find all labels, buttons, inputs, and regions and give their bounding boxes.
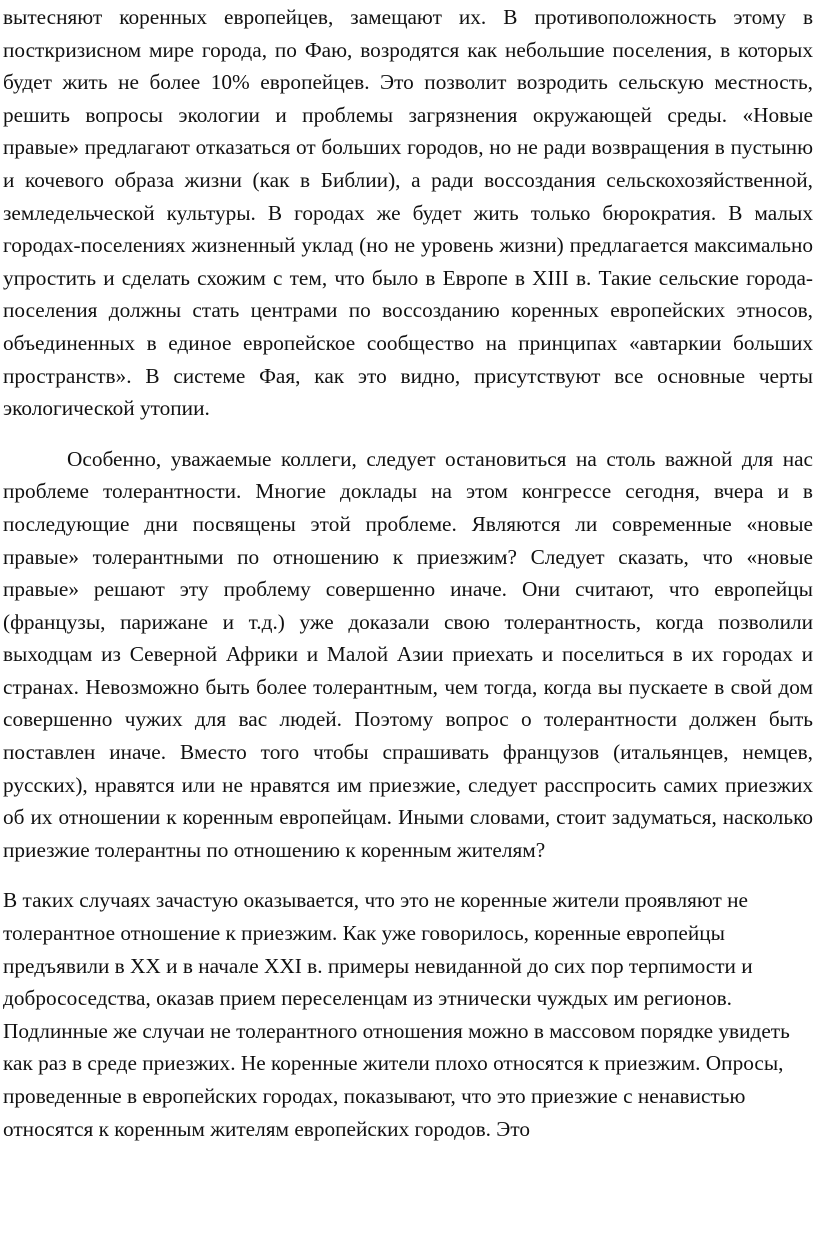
- paragraph-2: Особенно, уважаемые коллеги, следует остановиться на столь важной для нас проблеме толерантности. Многие доклады на этом конгрессе сегодня, вчера и в последующие дни посвящены этой проблеме. Являются ли современные «новые правые» толерантными по отношению к приезжим? Следует сказать, что «новые правые» решают эту проблему совершенно иначе. Они считают, что европейцы (французы, парижане и т.д.) уже доказали свою толерантность, когда позволили выходцам из Северной Африки и Малой Азии приехать и поселиться в их городах и странах. Невозможно быть более толерантным, чем тогда, когда вы пускаете в свой дом совершенно чужих для вас людей. Поэтому вопрос о толерантности должен быть поставлен иначе. Вместо того чтобы спрашивать французов (итальянцев, немцев, русских), нравятся или не нравятся им приезжие, следует расспросить самих приезжих об их отношении к коренным европейцам. Иными словами, стоит задуматься, насколько приезжие толерантны по отношению к коренным жителям?: [3, 446, 813, 862]
- paragraph-3: В таких случаях зачастую оказывается, что это не коренные жители проявляют не толерантное отношение к приезжим. Как уже говорилось, коренные европейцы предъявили в XX и в начале XXI в. примеры невиданной до сих пор терпимости и добрососедства, оказав прием переселенцам из этнически чуждых им регионов. Подлинные же случаи не толерантного отношения можно в массовом порядке увидеть как раз в среде приезжих. Не коренные жители плохо относятся к приезжим. Опросы, проведенные в европейских городах, показывают, что это приезжие с ненавистью относятся к коренным жителям европейских городов. Это: [3, 888, 790, 1141]
- paragraph-1: вытесняют коренных европейцев, замещают их. В противоположность этому в посткризисном мире города, по Фаю, возродятся как небольшие поселения, в которых будет жить не более 10% европейцев. Это позволит возродить сельскую местность, решить вопросы экологии и проблемы загрязнения окружающей среды. «Новые правые» предлагают отказаться от больших городов, но не ради возвращения в пустыню и кочевого образа жизни (как в Библии), а ради воссоздания сельскохозяйственной, земледельческой культуры. В городах же будет жить только бюрократия. В малых городах-поселениях жизненный уклад (но не уровень жизни) предлагается максимально упростить и сделать схожим с тем, что было в Европе в XIII в. Такие сельские города-поселения должны стать центрами по воссозданию коренных европейских этносов, объединенных в единое европейское сообщество на принципах «автаркии больших пространств». В системе Фая, как это видно, присутствуют все основные черты экологической утопии.: [3, 5, 813, 421]
